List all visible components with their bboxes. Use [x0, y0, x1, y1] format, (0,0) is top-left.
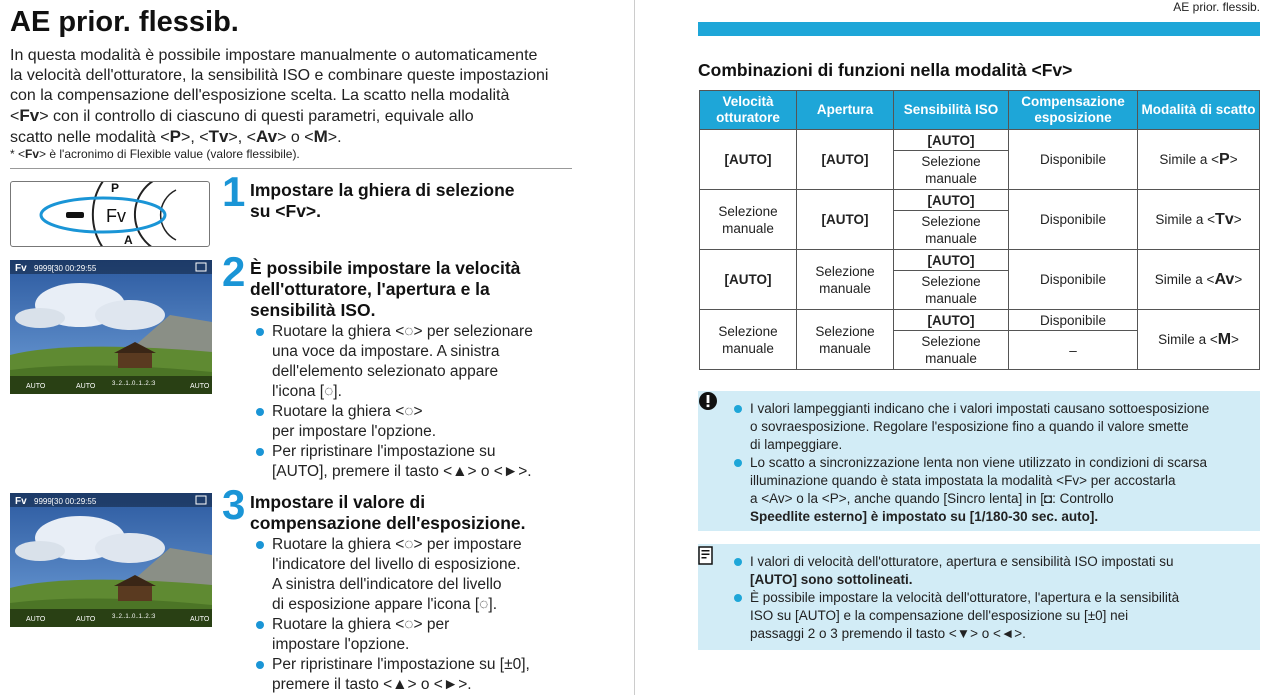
list-item: Lo scatto a sincronizzazione lenta non viene utilizzato in condizioni di scarsa illuminazione quando è stata impostata la modalità <Fv> per accostarla a <Av> o la <P>, anche quando [Sincro lenta] in [◘: Controllo Speedlite esterno] è impostato su [1/180-30 sec. auto].	[731, 454, 1251, 526]
column-header: Compensazione esposizione	[1009, 91, 1138, 130]
intro-line: In questa modalità è possibile impostare manualmente o automaticamente	[10, 47, 538, 64]
step-title: Impostare la ghiera di selezione su <Fv>.	[250, 180, 515, 221]
table-cell: Disponibile	[1009, 310, 1138, 331]
step-number: 3	[222, 481, 246, 528]
list-item: Ruotare la ghiera <◌> per selezionare una voce da impostare. A sinistra dell'elemento selezionato appare l'icona [◌].	[252, 322, 572, 402]
table-header-row	[700, 91, 1260, 130]
svg-text:Fv: Fv	[15, 496, 27, 507]
svg-text:A: A	[124, 233, 133, 246]
table-cell: –	[1009, 331, 1138, 370]
table-cell: Selezione manuale	[894, 151, 1009, 190]
caution-note	[698, 391, 1260, 531]
list-item: Ruotare la ghiera <◌> per impostare l'opzione.	[252, 615, 572, 655]
list-item: I valori lampeggianti indicano che i valori impostati causano sottoesposizione o sovraesposizione. Regolare l'esposizione fino a quando il valore smette di lampeggiare.	[731, 400, 1251, 454]
page-title: AE prior. flessib.	[10, 6, 239, 38]
svg-text:AUTO: AUTO	[190, 383, 210, 390]
step-number: 2	[222, 248, 246, 295]
svg-text:AUTO: AUTO	[190, 616, 210, 623]
svg-text:3..2..1..0..1..2.:3: 3..2..1..0..1..2.:3	[112, 614, 156, 620]
step-number: 1	[222, 168, 246, 215]
divider	[10, 168, 572, 169]
svg-text:AUTO: AUTO	[26, 616, 46, 623]
column-header: Velocità otturatore	[700, 91, 797, 130]
svg-text:AUTO: AUTO	[76, 616, 96, 623]
intro-line: con la compensazione dell'esposizione scelta. La scatto nella modalità	[10, 87, 510, 104]
mode-dial-illustration	[10, 181, 210, 247]
table-cell: Selezione manuale	[797, 310, 894, 370]
camera-screen-image	[10, 260, 212, 394]
caution-icon	[698, 391, 720, 418]
column-header: Apertura	[797, 91, 894, 130]
table-cell: Simile a <Av>	[1138, 250, 1260, 310]
intro-line: <Fv> con il controllo di ciascuno di questi parametri, equivale allo	[10, 106, 474, 125]
table-cell: Simile a <M>	[1138, 310, 1260, 370]
footnote: * <Fv> è l'acronimo di Flexible value (valore flessibile).	[10, 147, 300, 161]
running-header: AE prior. flessib.	[1173, 0, 1260, 14]
table-cell: [AUTO]	[894, 310, 1009, 331]
table-cell: Disponibile	[1009, 250, 1138, 310]
svg-text:3..2..1..0..1..2.:3: 3..2..1..0..1..2.:3	[112, 381, 156, 387]
table-cell: [AUTO]	[894, 130, 1009, 151]
accent-bar	[698, 22, 1260, 36]
column-header: Modalità di scatto	[1138, 91, 1260, 130]
table-row	[700, 310, 1260, 331]
svg-text:Fv: Fv	[15, 263, 27, 274]
list-item: Per ripristinare l'impostazione su [±0], premere il tasto <▲> o <►>.	[252, 655, 572, 695]
table-row	[700, 130, 1260, 151]
intro-line: la velocità dell'otturatore, la sensibilità ISO e combinare queste impostazioni	[10, 67, 549, 84]
step-title: Impostare il valore di compensazione dell'esposizione.	[250, 492, 526, 533]
table-cell: Selezione manuale	[894, 211, 1009, 250]
table-cell: Selezione manuale	[894, 331, 1009, 370]
memo-icon	[698, 546, 714, 571]
section-title: Combinazioni di funzioni nella modalità <Fv>	[698, 60, 1073, 80]
step-title: È possibile impostare la velocità dell'otturatore, l'apertura e la sensibilità ISO.	[250, 258, 521, 320]
page-divider	[634, 0, 635, 695]
intro-line: scatto nelle modalità <P>, <Tv>, <Av> o <M>.	[10, 127, 342, 146]
table-cell: [AUTO]	[894, 250, 1009, 271]
table-cell: [AUTO]	[700, 130, 797, 190]
mode-dial-icon	[11, 182, 209, 246]
svg-text:AUTO: AUTO	[76, 383, 96, 390]
intro-paragraph	[10, 46, 575, 148]
svg-text:9999[30 00:29:55: 9999[30 00:29:55	[34, 497, 97, 506]
table-cell: Selezione manuale	[700, 190, 797, 250]
column-header: Sensibilità ISO	[894, 91, 1009, 130]
list-item: Ruotare la ghiera <◌> per impostare l'opzione.	[252, 402, 572, 442]
list-item: I valori di velocità dell'otturatore, apertura e sensibilità ISO impostati su [AUTO] sono sottolineati.	[731, 553, 1251, 589]
table-row	[700, 250, 1260, 271]
svg-text:Fv: Fv	[106, 206, 126, 226]
list-item: Per ripristinare l'impostazione su [AUTO], premere il tasto <▲> o <►>.	[252, 442, 572, 482]
combinations-table	[699, 90, 1260, 370]
svg-text:P: P	[111, 182, 120, 195]
svg-text:9999[30 00:29:55: 9999[30 00:29:55	[34, 264, 97, 273]
table-cell: Selezione manuale	[797, 250, 894, 310]
table-cell: Selezione manuale	[894, 271, 1009, 310]
step-bullets	[252, 535, 572, 695]
table-row	[700, 190, 1260, 211]
camera-screen-image	[10, 493, 212, 627]
step-bullets	[252, 322, 572, 482]
table-cell: [AUTO]	[700, 250, 797, 310]
list-item: Ruotare la ghiera <◌> per impostare l'indicatore del livello di esposizione. A sinistra dell'indicatore del livello di esposizione appare l'icona [◌].	[252, 535, 572, 615]
memo-note	[698, 544, 1260, 650]
list-item: È possibile impostare la velocità dell'otturatore, l'apertura e la sensibilità ISO su [AUTO] e la compensazione dell'esposizione su [±0] nei passaggi 2 o 3 premendo il tasto <▼> o <◄>.	[731, 589, 1251, 643]
table-cell: [AUTO]	[797, 190, 894, 250]
table-cell: Disponibile	[1009, 130, 1138, 190]
table-cell: [AUTO]	[894, 190, 1009, 211]
table-cell: Simile a <Tv>	[1138, 190, 1260, 250]
table-cell: Simile a <P>	[1138, 130, 1260, 190]
svg-text:AUTO: AUTO	[26, 383, 46, 390]
table-cell: Disponibile	[1009, 190, 1138, 250]
table-cell: Selezione manuale	[700, 310, 797, 370]
table-cell: [AUTO]	[797, 130, 894, 190]
